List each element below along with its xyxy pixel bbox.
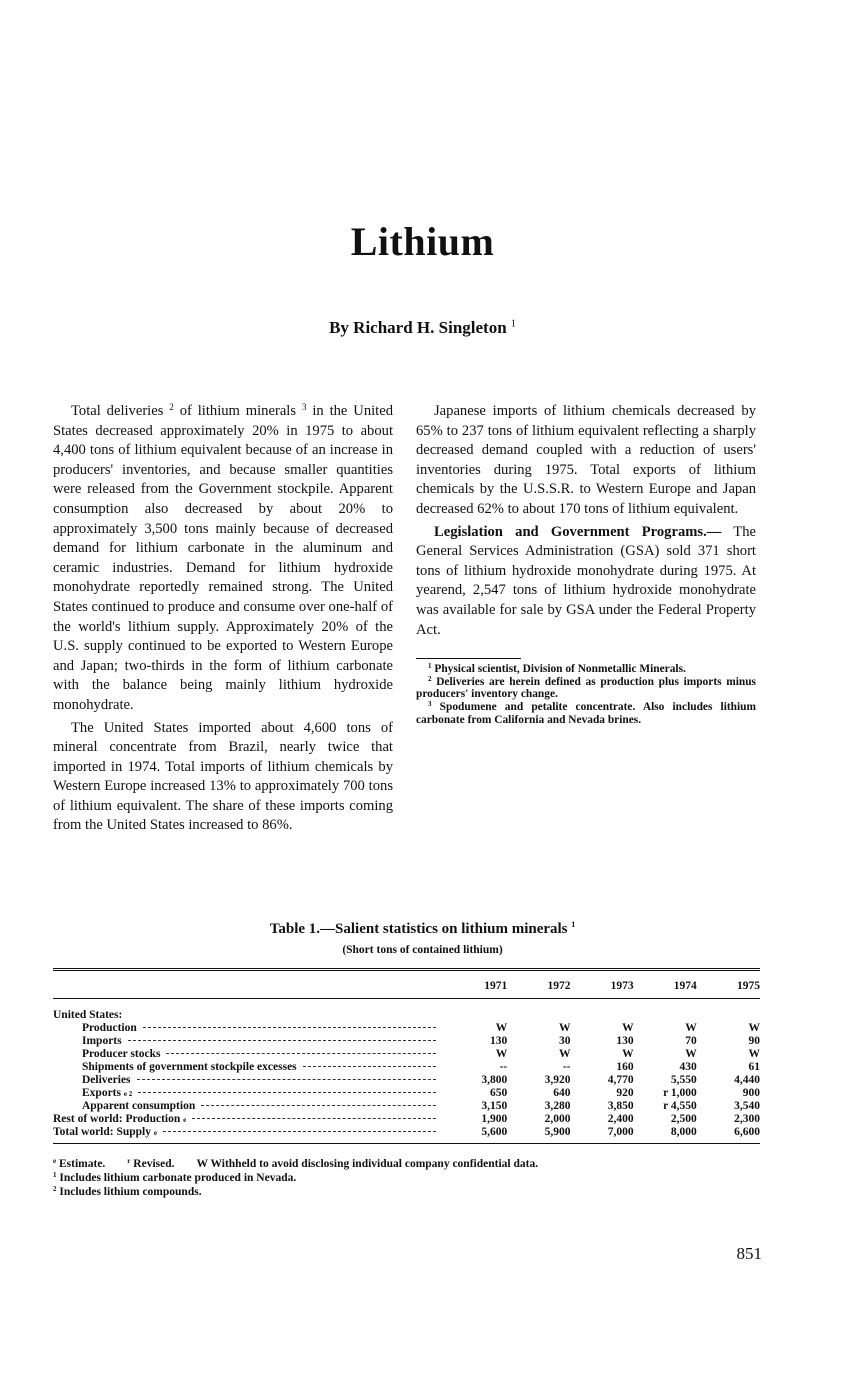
- table-row: Producer stocks W W W W W: [53, 1048, 760, 1061]
- table-row: Exports e 2 650 640 920 r 1,000 900: [53, 1087, 760, 1100]
- footnote-divider: [416, 658, 521, 659]
- article-title: Lithium: [350, 219, 495, 264]
- table-row: [53, 999, 760, 1023]
- header-year: 1973: [610, 980, 634, 992]
- byline: [0, 318, 845, 338]
- paragraph-intro: [53, 402, 393, 716]
- table-row: Deliveries 3,800 3,920 4,770 5,550 4,440: [53, 1074, 760, 1087]
- p1-part-b: of lithium minerals: [179, 403, 297, 419]
- footnote-ref-2: 2: [169, 402, 174, 412]
- table-header-row: [53, 970, 760, 999]
- row-label: Imports: [53, 1035, 444, 1048]
- table-row: Apparent consumption 3,150 3,280 3,850 r 4,550 3,540: [53, 1100, 760, 1113]
- row-label: Apparent consumption: [53, 1100, 444, 1113]
- row-label: Deliveries: [53, 1074, 444, 1087]
- author-footnote-mark: 1: [510, 318, 516, 330]
- row-label: United States:: [53, 1009, 123, 1021]
- table-row: Production W W W W W: [53, 1022, 760, 1035]
- footnotes: [416, 663, 756, 726]
- footnote-1: $^1$ Physical scientist, Division of Nonmetallic Minerals.: [428, 662, 686, 676]
- table-row: Imports 130 30 130 70 90: [53, 1035, 760, 1048]
- table-title: Table 1.—Salient statistics on lithium minerals $^1$: [269, 920, 576, 937]
- paragraph-legislation: [416, 523, 756, 641]
- header-year: 1972: [547, 980, 571, 992]
- row-label: Shipments of government stockpile excesses: [53, 1061, 444, 1074]
- row-label: Producer stocks: [53, 1048, 444, 1061]
- header-year: 1975: [737, 980, 760, 992]
- p1-part-a: Total deliveries: [71, 403, 164, 419]
- row-label: Production: [53, 1022, 444, 1035]
- table-notes: [53, 1157, 773, 1199]
- salient-statistics-table: [53, 968, 760, 1144]
- paragraph-japan: Japanese imports of lithium chemicals decreased by 65% to 237 tons of lithium equivalent reflecting a sharply decreased demand coupled with a reduction of users' inventories during 1975. Total exports of lithium chemicals by the U.S.S.R. to Western Europe and Japan decreased 62% to about 170 tons of lithium equivalent.: [416, 403, 756, 517]
- right-column: [416, 402, 756, 726]
- p1-part-c: in the United States decreased approximately 20% in 1975 to about 4,400 tons of lithium equivalent because of an increase in producers' inventories, and because smaller quantities were released from the Government stockpile. Apparent consumption also decreased by about 20% to approximately 3,500 tons mainly because of decreased demand for lithium carbonate in the aluminum and ceramic industries. Demand for lithium hydroxide monohydrate reportedly remained strong. The United States continued to produce and consume over one-half of the world's lithium supply. Approximately 20% of the U.S. supply continued to be exported to Western Europe and Japan; two-thirds in the form of lithium carbonate with the balance being mainly lithium hydroxide monohydrate.: [53, 403, 394, 713]
- section-heading-legislation: Legislation and Government Programs.—: [434, 523, 722, 540]
- paragraph-imports: The United States imported about 4,600 tons of mineral concentrate from Brazil, nearly twice that imported in 1974. Total imports of lithium chemicals by Western Europe increased 13% to approximately 700 tons of lithium equivalent. The share of these imports coming from the United States increased to 86%.: [53, 719, 393, 834]
- author: By Richard H. Singleton: [329, 318, 507, 337]
- table-note-legend: $^e$ Estimate. $^r$ Revised. W Withheld to avoid disclosing individual company confidential data.: [53, 1157, 539, 1170]
- legislation-text: The General Services Administration (GSA) sold 371 short tons of lithium hydroxide monohydrate during 1975. At yearend, 2,547 tons of lithium hydroxide monohydrate was available for sale by GSA under the Federal Property Act.: [416, 523, 756, 638]
- header-year: 1971: [484, 980, 508, 992]
- table-row: Shipments of government stockpile excesses -- -- 160 430 61: [53, 1061, 760, 1074]
- header-year: 1974: [673, 980, 697, 992]
- footnote-3: $^3$ Spodumene and petalite concentrate. Also includes lithium carbonate from California and Nevada brines.: [416, 699, 756, 726]
- row-label: Exports e 2: [53, 1087, 444, 1100]
- table-row: Rest of world: Production e 1,900 2,000 2,400 2,500 2,300: [53, 1113, 760, 1125]
- left-column: [53, 402, 393, 836]
- table-note-2: $^2$ Includes lithium compounds.: [53, 1185, 202, 1198]
- footnote-ref-3: 3: [301, 402, 307, 412]
- row-label: Rest of world: Production e: [53, 1113, 444, 1126]
- row-label: Total world: Supply e: [53, 1126, 444, 1144]
- footnote-2: $^2$ Deliveries are herein defined as production plus imports minus producers' inventory change.: [416, 674, 756, 701]
- header-blank: [53, 970, 444, 999]
- table-subtitle: (Short tons of contained lithium): [342, 944, 503, 956]
- table-note-1: $^1$ Includes lithium carbonate produced in Nevada.: [53, 1171, 297, 1184]
- table-title-note: 1: [571, 920, 576, 929]
- table-row: Total world: Supply e 5,600 5,900 7,000 8,000 6,600: [53, 1126, 760, 1144]
- page-number: 851: [736, 1244, 762, 1263]
